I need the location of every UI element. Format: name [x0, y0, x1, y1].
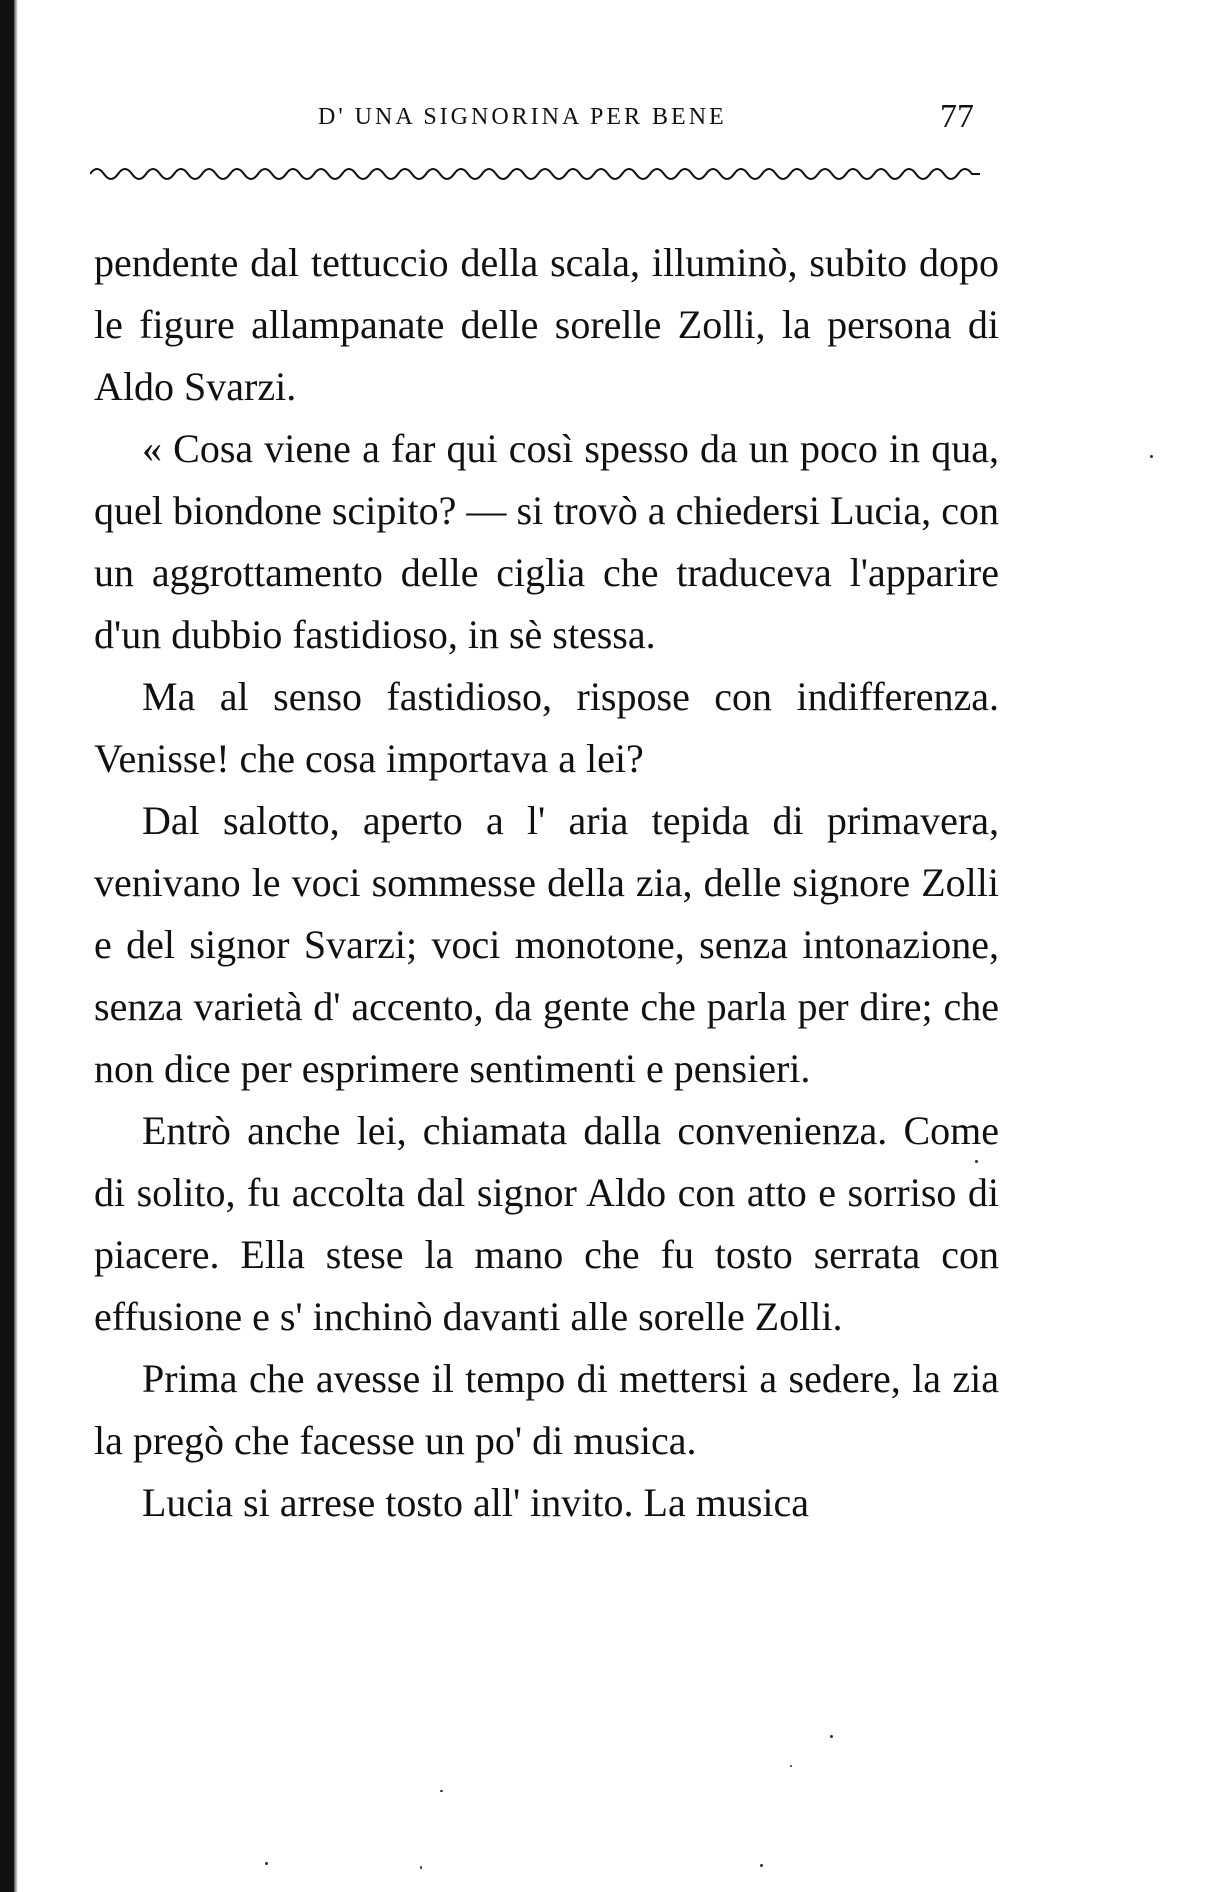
paragraph-7: Lucia si arrese tosto all' invito. La musica	[142, 1480, 810, 1525]
paragraph-4: Dal salotto, aperto a l' aria tepida di primavera, venivano le voci sommesse della zia, delle signore Zolli e del signor Svarzi; voci monotone, senza intonazione, senza varietà d' accento, da gente che parla per dire; che non dice per esprimere sentimenti e pensieri.	[94, 798, 999, 1091]
paragraph-2: « Cosa viene a far qui così spesso da un poco in qua, quel biondone scipito? — si trovò a chiedersi Lucia, con un aggrottamento delle ciglia che traduceva l'apparire d'un dubbio fastidioso, in sè stessa.	[94, 426, 999, 657]
running-header	[0, 98, 1217, 138]
page-binding-edge	[0, 0, 14, 1892]
body-text	[94, 232, 999, 1534]
paper-speck	[440, 1790, 443, 1792]
paper-speck	[1150, 455, 1153, 458]
paragraph-1: pendente dal tettuccio della scala, illuminò, subito dopo le figure allampanate delle sorelle Zolli, la persona di Aldo Svarzi.	[94, 240, 999, 409]
paper-speck	[830, 1735, 833, 1738]
paragraph-3: Ma al senso fastidioso, rispose con indifferenza. Venisse! che cosa importava a lei?	[94, 674, 999, 781]
paper-speck	[760, 1864, 763, 1867]
paper-speck	[975, 1160, 978, 1163]
running-header-title: D' UNA SIGNORINA PER BENE	[318, 104, 727, 130]
paper-speck	[420, 1866, 422, 1869]
header-wavy-rule	[90, 160, 980, 182]
paper-speck	[265, 1862, 268, 1865]
paragraph-5: Entrò anche lei, chiamata dalla convenienza. Come di solito, fu accolta dal signor Aldo con atto e sorriso di piacere. Ella stese la mano che fu tosto serrata con effusione e s' inchinò davanti alle sorelle Zolli.	[94, 1108, 999, 1339]
paper-speck	[790, 1765, 792, 1767]
paragraph-6: Prima che avesse il tempo di mettersi a sedere, la zia la pregò che facesse un po' di musica.	[94, 1356, 999, 1463]
page-number: 77	[940, 98, 974, 135]
